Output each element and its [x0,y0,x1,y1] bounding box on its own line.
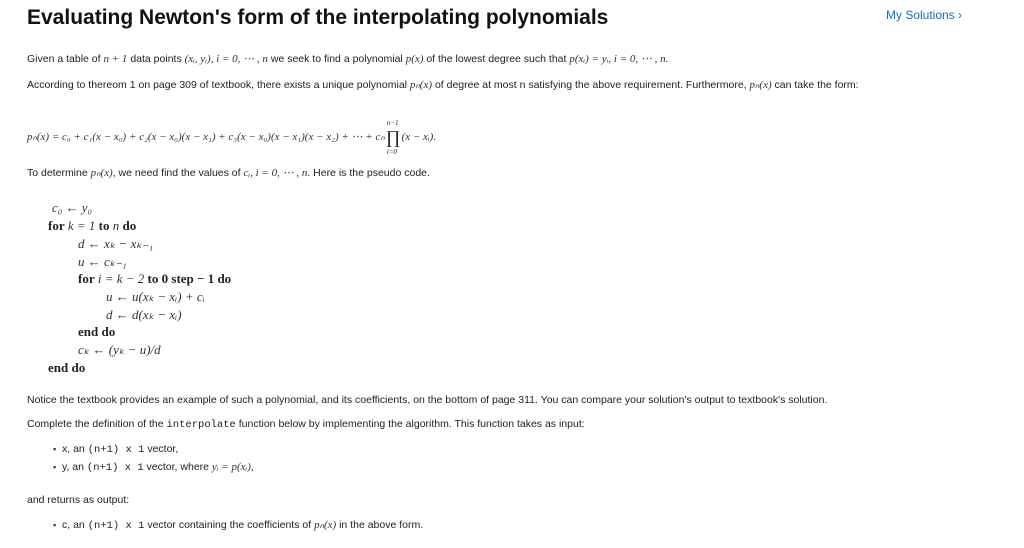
output-list [62,517,423,535]
math: pₙ(x) [90,167,113,179]
text: Given a table of [27,53,101,65]
math: pₙ(x) [314,519,337,531]
keyword: do [217,271,232,286]
product-upper-limit: n−1 [386,119,399,127]
formula-main: pₙ(x) = c₀ + c₁(x − x₀) + c₂(x − x₀)(x − x₁) + c₃(x − x₀)(x − x₁)(x − x₂) + ⋯ + cₙ [27,131,385,143]
text: , we need find the values of [112,167,241,179]
text: function below by implementing the algorithm. This function takes as input: [238,418,585,430]
dimension: (n+1) x 1 [87,520,145,532]
algo-expr: − 1 [197,271,215,286]
textbook-note: Notice the textbook provides an example of such a polynomial, and its coefficients, on the bottom of page 311. You can compare your solution's output to textbook's solution. [27,394,828,406]
product-glyph: ∏ [385,127,401,147]
keyword: for [78,271,95,286]
keyword: for [48,218,65,233]
newton-form-formula [27,119,437,156]
text: of the lowest degree such that [426,53,567,65]
complete-instruction [27,416,585,433]
page-title: Evaluating Newton's form of the interpolating polynomials [27,6,609,29]
algo-line: u ← u(xₖ − xᵢ) + cᵢ [106,289,205,304]
math: n + 1 [103,53,128,65]
text: c, an [62,519,85,531]
function-name: interpolate [166,419,236,431]
text: To determine [27,167,88,179]
keyword: step [171,271,194,286]
algo-line: d ← d(xₖ − xᵢ) [106,307,182,322]
determine-paragraph [27,165,430,181]
list-item [62,459,254,477]
my-solutions-link[interactable] [886,8,962,22]
algo-expr: k = 1 [67,218,96,233]
text: . Here is the pseudo code. [307,167,430,179]
product-symbol [385,119,401,156]
text: of degree at most n satisfying the above requirement. Furthermore, [434,79,747,91]
math: cᵢ, i = 0, ⋯ , n [243,167,308,179]
algo-expr: n [112,218,120,233]
math: pₙ(x) [749,79,772,91]
math: p(xᵢ) = yᵢ, i = 0, ⋯ , n. [569,53,669,65]
input-list [62,441,254,477]
math: pₙ(x) [409,79,433,91]
keyword: end do [48,360,86,375]
math: yᵢ = p(xᵢ), [211,461,254,473]
returns-text: and returns as output: [27,494,130,506]
text: vector, where [146,461,209,473]
text: data points [130,53,182,65]
math: p(x) [405,53,424,65]
text: x, an [62,443,85,455]
text: y, an [62,461,84,473]
algo-line: d ← xₖ − xₖ₋₁ [78,236,154,251]
dimension: (n+1) x 1 [86,462,144,474]
theorem-paragraph [27,77,927,93]
text: Complete the definition of the [27,418,164,430]
math: (xᵢ, yᵢ), i = 0, ⋯ , n [184,53,268,65]
keyword: to [147,271,159,286]
algo-line: u ← cₖ₋₁ [78,254,127,269]
text: vector, [147,443,179,455]
list-item [62,441,254,459]
algo-expr: i = k − 2 [97,271,145,286]
text: can take the form: [774,79,859,91]
keyword: end do [78,324,116,339]
keyword: to [98,218,110,233]
dimension: (n+1) x 1 [87,444,145,456]
algo-expr: 0 [161,271,169,286]
text: in the above form. [339,519,424,531]
text: we seek to find a polynomial [270,53,403,65]
formula-tail: (x − xᵢ). [401,131,437,143]
list-item [62,517,423,535]
product-lower-limit: i=0 [386,148,397,156]
algo-line: c₀ ← y₀ [52,200,93,215]
text: According to thereom 1 on page 309 of textbook, there exists a unique polynomial [27,79,407,91]
text: vector containing the coefficients of [147,519,312,531]
intro-paragraph [27,51,668,67]
my-solutions-label: My Solutions [886,8,955,22]
algo-line: cₖ ← (yₖ − u)/d [78,342,161,357]
keyword: do [122,218,137,233]
chevron-right-icon: › [958,8,963,22]
